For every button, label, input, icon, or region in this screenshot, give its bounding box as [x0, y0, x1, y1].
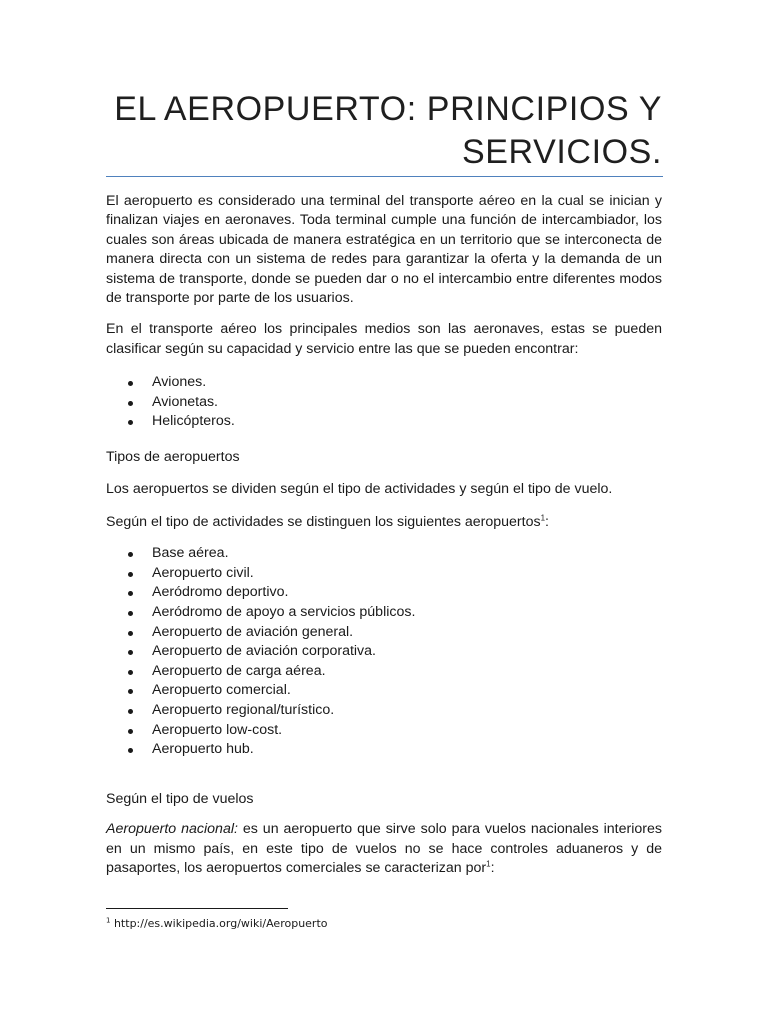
- list-item: Aeropuerto regional/turístico.: [106, 701, 662, 721]
- document-body: [106, 183, 662, 878]
- paragraph-division: Los aeropuertos se dividen según el tipo de actividades y según el tipo de vuelo.: [106, 481, 613, 498]
- list-item: Aeropuerto de aviación corporativa.: [106, 642, 662, 662]
- bullet-icon: [128, 709, 133, 714]
- list-item: Aeropuerto comercial.: [106, 681, 662, 701]
- bullet-icon: [128, 572, 133, 577]
- footnote-ref[interactable]: 1: [540, 513, 546, 523]
- footnote-separator: [106, 908, 288, 909]
- list-item: Helicópteros.: [106, 412, 662, 432]
- aircraft-list: [106, 373, 662, 432]
- bullet-icon: [128, 729, 133, 734]
- list-item: Aeropuerto de aviación general.: [106, 623, 662, 643]
- list-item: Aeropuerto de carga aérea.: [106, 662, 662, 682]
- list-item: Aeródromo deportivo.: [106, 583, 662, 603]
- bullet-icon: [128, 552, 133, 557]
- term-national-airport: Aeropuerto nacional:: [106, 821, 238, 838]
- bullet-icon: [128, 689, 133, 694]
- bullet-icon: [128, 748, 133, 753]
- title-underline: [106, 176, 663, 177]
- list-item: Aeropuerto civil.: [106, 564, 662, 584]
- title-line-1: EL AEROPUERTO: PRINCIPIOS Y: [114, 90, 662, 128]
- title-line-2: SERVICIOS.: [462, 133, 662, 171]
- subheading-flight-types: Según el tipo de vuelos: [106, 790, 254, 807]
- paragraph-aircraft: En el transporte aéreo los principales medios son las aeronaves, estas se pueden clasificar según su capacidad y servicio entre las que se pueden encontrar:: [106, 321, 662, 357]
- subheading-airport-types: Tipos de aeropuertos: [106, 449, 240, 466]
- list-item: Aviones.: [106, 373, 662, 393]
- list-item: Base aérea.: [106, 544, 662, 564]
- bullet-icon: [128, 670, 133, 675]
- bullet-icon: [128, 611, 133, 616]
- airport-types-list: [106, 544, 662, 760]
- bullet-icon: [128, 420, 133, 425]
- page-title: [106, 88, 662, 174]
- bullet-icon: [128, 631, 133, 636]
- bullet-icon: [128, 401, 133, 406]
- bullet-icon: [128, 591, 133, 596]
- paragraph-activities: Según el tipo de actividades se distinguen los siguientes aeropuertos$^1$:: [106, 513, 549, 530]
- list-item: Avionetas.: [106, 393, 662, 413]
- footnote-number: 1: [106, 916, 111, 925]
- paragraph-national-airport: Aeropuerto nacional: es un aeropuerto que sirve solo para vuelos nacionales interiores en un mismo país, en este tipo de vuelos no se hace controles aduaneros y de pasaportes, los aeropuertos comerciales se caracterizan por$^1$:: [106, 821, 662, 876]
- list-item: Aeropuerto hub.: [106, 740, 662, 760]
- footnote-ref[interactable]: 1: [486, 859, 491, 869]
- paragraph-intro: El aeropuerto es considerado una terminal del transporte aéreo en la cual se inician y finalizan viajes en aeronaves. Toda terminal cumple una función de intercambiador, los cuales son áreas ubicada de manera estratégica en un territorio que se interconecta de manera directa con un sistema de redes para garantizar la oferta y la demanda de un sistema de transporte, donde se pueden dar o no el intercambio entre diferentes modos de transporte por parte de los usuarios.: [106, 193, 662, 307]
- footnote-link[interactable]: http://es.wikipedia.org/wiki/Aeropuerto: [110, 917, 328, 930]
- bullet-icon: [128, 381, 133, 386]
- bullet-icon: [128, 650, 133, 655]
- list-item: Aeródromo de apoyo a servicios públicos.: [106, 603, 662, 623]
- list-item: Aeropuerto low-cost.: [106, 721, 662, 741]
- footnote: [106, 917, 328, 931]
